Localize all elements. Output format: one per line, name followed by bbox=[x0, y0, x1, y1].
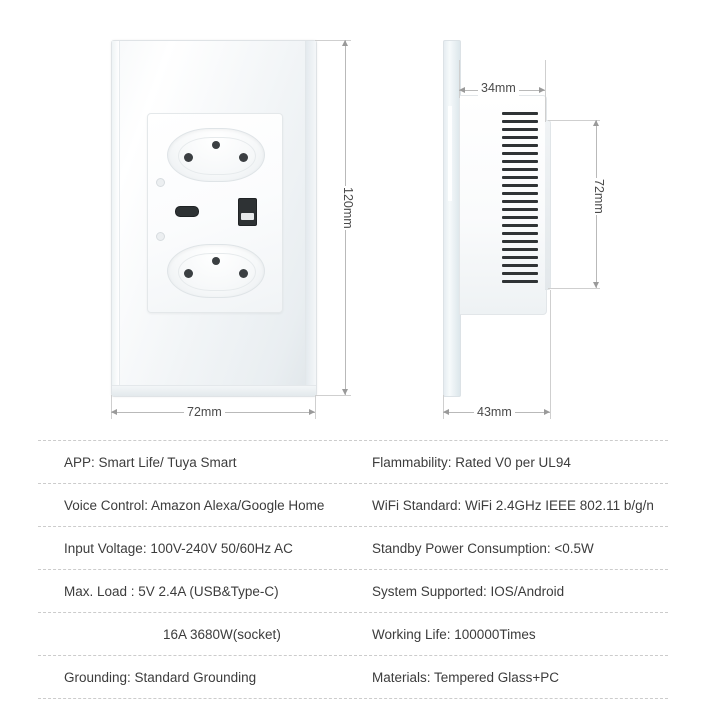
vent-slot bbox=[502, 160, 538, 163]
vent-slot bbox=[502, 120, 538, 123]
table-row bbox=[38, 527, 668, 570]
spec-grounding: Grounding: Standard Grounding bbox=[64, 669, 257, 685]
spec-system-supported: System Supported: IOS/Android bbox=[372, 583, 565, 599]
vent-slot bbox=[502, 168, 538, 171]
side-height-ext-bottom bbox=[548, 288, 600, 289]
usb-a-port-icon bbox=[238, 198, 257, 226]
table-row bbox=[38, 656, 668, 699]
front-width-ext-right bbox=[315, 395, 316, 419]
side-width-label: 43mm bbox=[474, 404, 515, 420]
spec-app: APP: Smart Life/ Tuya Smart bbox=[64, 454, 237, 470]
front-width-ext-left bbox=[111, 395, 112, 419]
side-width-ext-right bbox=[550, 290, 551, 419]
vent-slot bbox=[502, 264, 538, 267]
spec-working-life: Working Life: 100000Times bbox=[372, 626, 536, 642]
led-indicator-icon-bottom bbox=[156, 232, 165, 241]
vent-slot bbox=[502, 240, 538, 243]
side-height-arrow-bottom bbox=[593, 282, 599, 288]
vent-slot bbox=[502, 144, 538, 147]
vent-slot bbox=[502, 208, 538, 211]
front-view-glass-panel bbox=[111, 40, 317, 397]
socket-pinhole-left-top bbox=[184, 153, 193, 162]
glass-edge-left bbox=[112, 41, 120, 396]
side-depth-arrow-left bbox=[459, 87, 465, 93]
spec-input-voltage: Input Voltage: 100V-240V 50/60Hz AC bbox=[64, 540, 293, 556]
spec-materials: Materials: Tempered Glass+PC bbox=[372, 669, 559, 685]
vent-slot bbox=[502, 280, 538, 283]
table-row bbox=[38, 570, 668, 613]
side-depth-arrow-right bbox=[539, 87, 545, 93]
socket-pinhole-ground-bottom bbox=[212, 257, 220, 265]
spec-wifi-standard: WiFi Standard: WiFi 2.4GHz IEEE 802.11 b/g/n bbox=[372, 497, 654, 513]
table-row bbox=[38, 484, 668, 527]
brazilian-socket-icon-top bbox=[167, 128, 265, 182]
socket-module bbox=[147, 113, 283, 313]
side-depth-ext-right bbox=[545, 60, 546, 122]
vent-slot bbox=[502, 112, 538, 115]
front-width-arrow-left bbox=[111, 409, 117, 415]
spec-max-load-usb: Max. Load : 5V 2.4A (USB&Type-C) bbox=[64, 583, 279, 599]
vent-slot bbox=[502, 136, 538, 139]
front-width-arrow-right bbox=[309, 409, 315, 415]
led-indicator-icon-top bbox=[156, 178, 165, 187]
glass-sheen bbox=[448, 106, 452, 201]
usb-a-tongue bbox=[241, 213, 254, 220]
side-width-arrow-left bbox=[443, 409, 449, 415]
socket-pinhole-left-bottom bbox=[184, 269, 193, 278]
glass-edge-bottom bbox=[112, 385, 316, 396]
side-view-back-cap bbox=[545, 120, 551, 290]
spec-max-load-socket: 16A 3680W(socket) bbox=[163, 626, 281, 642]
usb-port-row bbox=[167, 190, 263, 238]
vent-slot bbox=[502, 192, 538, 195]
side-width-ext-left bbox=[443, 395, 444, 419]
vent-slot bbox=[502, 128, 538, 131]
specifications-table bbox=[38, 440, 668, 699]
socket-pinhole-right-bottom bbox=[239, 269, 248, 278]
table-row bbox=[38, 613, 668, 656]
spec-voice-control: Voice Control: Amazon Alexa/Google Home bbox=[64, 497, 325, 513]
vent-slot bbox=[502, 152, 538, 155]
side-width-arrow-right bbox=[544, 409, 550, 415]
table-row bbox=[38, 441, 668, 484]
vent-slot bbox=[502, 256, 538, 259]
vent-slot bbox=[502, 184, 538, 187]
vent-slot bbox=[502, 272, 538, 275]
side-height-arrow-top bbox=[593, 120, 599, 126]
front-height-arrow-top bbox=[342, 40, 348, 46]
vent-slot bbox=[502, 216, 538, 219]
vent-slot bbox=[502, 248, 538, 251]
usb-type-c-port-icon bbox=[175, 206, 199, 217]
vent-slot bbox=[502, 200, 538, 203]
spec-standby-power: Standby Power Consumption: <0.5W bbox=[372, 540, 594, 556]
vent-slot bbox=[502, 224, 538, 227]
brazilian-socket-icon-bottom bbox=[167, 244, 265, 298]
front-height-ext-bottom bbox=[315, 395, 351, 396]
front-width-label: 72mm bbox=[184, 404, 225, 420]
side-view-body bbox=[459, 95, 547, 315]
spec-flammability: Flammability: Rated V0 per UL94 bbox=[372, 454, 571, 470]
vent-slot bbox=[502, 232, 538, 235]
side-height-label: 72mm bbox=[589, 178, 609, 215]
front-height-label: 120mm bbox=[338, 186, 358, 230]
vent-slot bbox=[502, 176, 538, 179]
glass-edge-right bbox=[305, 41, 316, 396]
socket-pinhole-ground-top bbox=[212, 141, 220, 149]
socket-pinhole-right-top bbox=[239, 153, 248, 162]
side-depth-label: 34mm bbox=[478, 80, 519, 96]
front-height-arrow-bottom bbox=[342, 389, 348, 395]
